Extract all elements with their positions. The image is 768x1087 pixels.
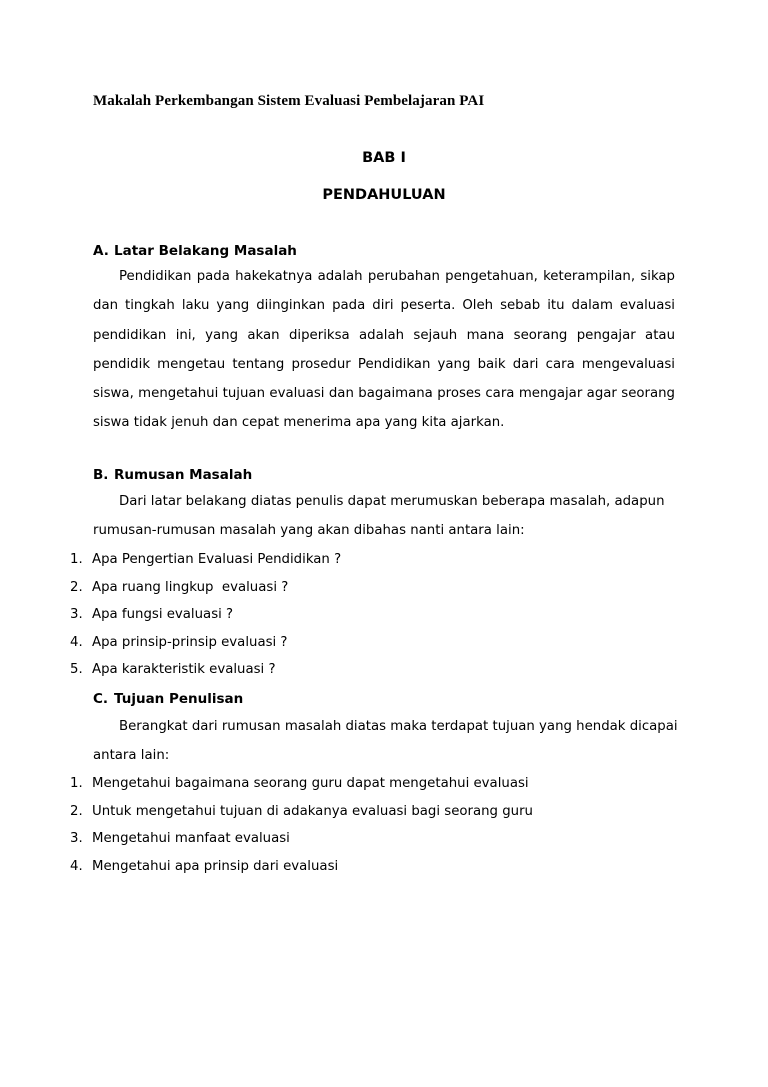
list-item-text: Apa karakteristik evaluasi ?	[92, 662, 276, 678]
list-item-number: 2.	[70, 803, 83, 819]
section-b-heading	[93, 467, 252, 483]
list-item-text: Mengetahui manfaat evaluasi	[92, 831, 290, 847]
section-a-letter: A.	[93, 243, 109, 259]
chapter-title	[0, 187, 768, 203]
section-b-paragraph: Dari latar belakang diatas penulis dapat merumuskan beberapa masalah, adapun rumusan-rumusan masalah yang akan dibahas nanti antara lain:	[93, 494, 665, 539]
chapter-number-text: BAB I	[362, 150, 406, 166]
list-item-number: 4.	[70, 634, 83, 650]
list-item-number: 4.	[70, 858, 83, 874]
list-item-text: Apa prinsip-prinsip evaluasi ?	[92, 634, 288, 650]
section-c-paragraph: Berangkat dari rumusan masalah diatas maka terdapat tujuan yang hendak dicapai antara lain:	[93, 719, 678, 764]
list-item-number: 1.	[70, 776, 83, 791]
list-item-number: 2.	[70, 579, 83, 595]
list-item-number: 5.	[70, 662, 83, 678]
section-c-title: Tujuan Penulisan	[114, 691, 244, 707]
section-a-paragraph: Pendidikan pada hakekatnya adalah perubahan pengetahuan, keterampilan, sikap dan tingkah laku yang diinginkan pada diri peserta. Oleh sebab itu dalam evaluasi pendidikan ini, yang akan diperiksa adalah sejauh mana seorang pengajar atau pendidik mengetau tentang prosedur Pendidikan yang baik dari cara mengevaluasi siswa, mengetahui tujuan evaluasi dan bagaimana proses cara mengajar agar seorang siswa tidak jenuh dan cepat menerima apa yang kita ajarkan.	[93, 269, 675, 431]
list-item-text: Apa Pengertian Evaluasi Pendidikan ?	[92, 552, 342, 567]
list-item-number: 3.	[70, 607, 83, 623]
list-item-text: Mengetahui apa prinsip dari evaluasi	[92, 858, 339, 874]
section-b-title: Rumusan Masalah	[114, 467, 253, 483]
list-item-number: 3.	[70, 831, 83, 847]
section-b-letter: B.	[93, 467, 109, 483]
document-title: Makalah Perkembangan Sistem Evaluasi Pembelajaran PAI	[93, 93, 485, 109]
section-c-letter: C.	[93, 691, 109, 707]
section-a-title: Latar Belakang Masalah	[114, 243, 297, 259]
section-a-heading	[93, 243, 297, 259]
list-item-text: Apa fungsi evaluasi ?	[92, 607, 234, 623]
list-item-text: Mengetahui bagaimana seorang guru dapat mengetahui evaluasi	[92, 776, 529, 791]
list-item-text: Untuk mengetahui tujuan di adakanya evaluasi bagi seorang guru	[92, 803, 533, 819]
list-item-text: Apa ruang lingkup evaluasi ?	[92, 579, 289, 595]
chapter-number	[0, 150, 768, 166]
section-c-heading	[93, 691, 243, 707]
list-item-number: 1.	[70, 552, 83, 567]
chapter-title-text: PENDAHULUAN	[322, 187, 446, 203]
